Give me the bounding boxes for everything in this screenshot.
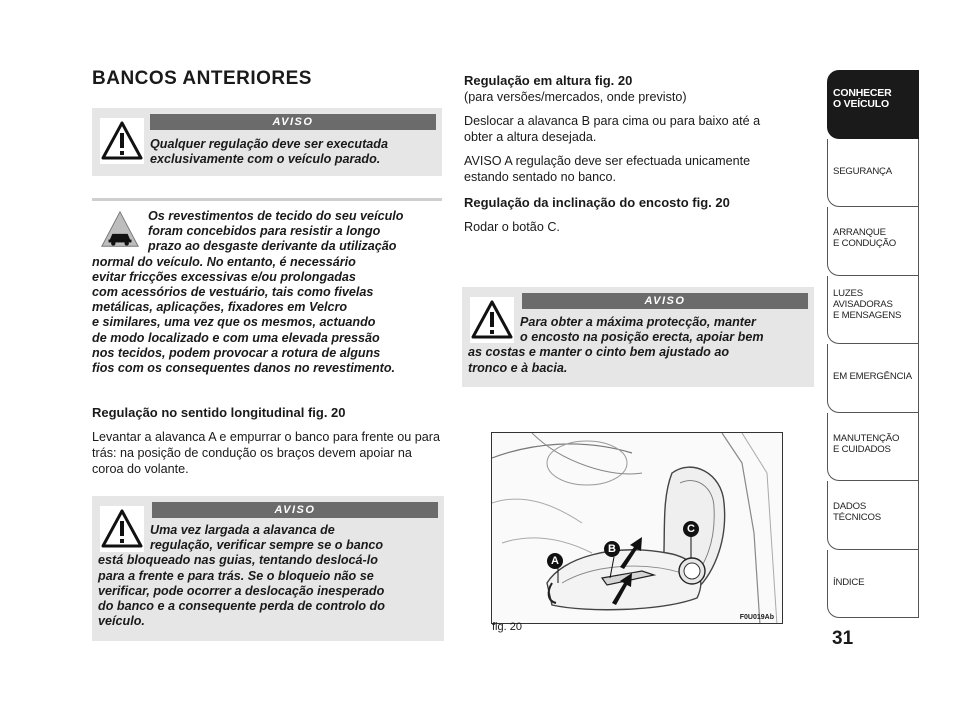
warning-tag: AVISO [522,293,808,309]
tab-conhecer-o-veiculo[interactable]: CONHECER O VEÍCULO [827,70,919,139]
figure-label-c: C [683,521,699,537]
figure-label-a: A [547,553,563,569]
tab-luzes-avisadoras-e-mensagens[interactable]: LUZES AVISADORAS E MENSAGENS [827,276,919,345]
figure-code: F0U019Ab [739,614,774,621]
section-text: Deslocar a alavanca B para cima ou para baixo até a obter a altura desejada. [464,114,761,144]
section-subheading: (para versões/mercados, onde previsto) [464,90,687,104]
page-title: BANCOS ANTERIORES [92,68,312,89]
warning-box-3 [462,287,814,387]
tab-em-emergencia[interactable]: EM EMERGÊNCIA [827,344,919,413]
section-longitudinal [92,405,444,477]
warning-box-2 [92,496,444,641]
warning-text: Uma vez largada a alavanca de regulação, verificar sempre se o banco está bloqueado nas guias, tentando deslocá-lo para a frente e para trás. Se o bloqueio não se verificar, pode ocorrer a deslocação inesperado do banco e a consequente perda de controlo do veículo. [98,523,385,629]
section-text: Levantar a alavanca A e empurrar o banco para frente ou para trás: na posição de condução os braços devem apoiar na coroa do volante. [92,430,440,476]
divider [92,198,442,201]
warning-tag: AVISO [152,502,438,518]
section-height [464,73,794,235]
section-heading: Regulação da inclinação do encosto fig. 20 [464,195,730,210]
section-heading: Regulação em altura fig. 20 [464,73,633,88]
figure-seat-adjustment [491,432,783,624]
warning-triangle-icon [100,118,144,164]
tab-arranque-e-conducao[interactable]: ARRANQUE E CONDUÇÃO [827,207,919,276]
warning-tag: AVISO [150,114,436,130]
section-text: Rodar o botão C. [464,220,560,234]
warning-text: Para obter a máxima protecção, manter o encosto na posição erecta, apoiar bem as costas e manter o cinto bem ajustado ao tronco e à bacia. [468,315,764,375]
warning-box-1 [92,108,442,176]
warning-text: Qualquer regulação deve ser executada exclusivamente com o veículo parado. [150,137,388,167]
seat-illustration [492,433,783,624]
tab-seguranca[interactable]: SEGURANÇA [827,139,919,208]
section-text: AVISO A regulação deve ser efectuada unicamente estando sentado no banco. [464,154,751,184]
section-heading: Regulação no sentido longitudinal fig. 20 [92,405,346,420]
tab-dados-tecnicos[interactable]: DADOS TÉCNICOS [827,481,919,550]
page-number: 31 [832,628,854,649]
note-text: Os revestimentos de tecido do seu veículo foram concebidos para resistir a longo prazo ao desgaste derivante da utilização normal do veículo. No entanto, é necessário evitar fricções excessivas e/ou prolongadas com acessórios de vestuário, tais como fivelas metálicas, aplicações, fixadores em Velcro e similares, uma vez que os mesmos, actuando de modo localizado e com uma elevada pressão nos tecidos, podem provocar a rotura de alguns fios com os consequentes danos no revestimento. [92,209,404,376]
figure-caption: fig. 20 [492,621,522,633]
figure-label-b: B [604,541,620,557]
chapter-sidebar [827,70,919,618]
tab-indice[interactable]: ÍNDICE [827,550,919,619]
tab-manutencao-e-cuidados[interactable]: MANUTENÇÃO E CUIDADOS [827,413,919,482]
